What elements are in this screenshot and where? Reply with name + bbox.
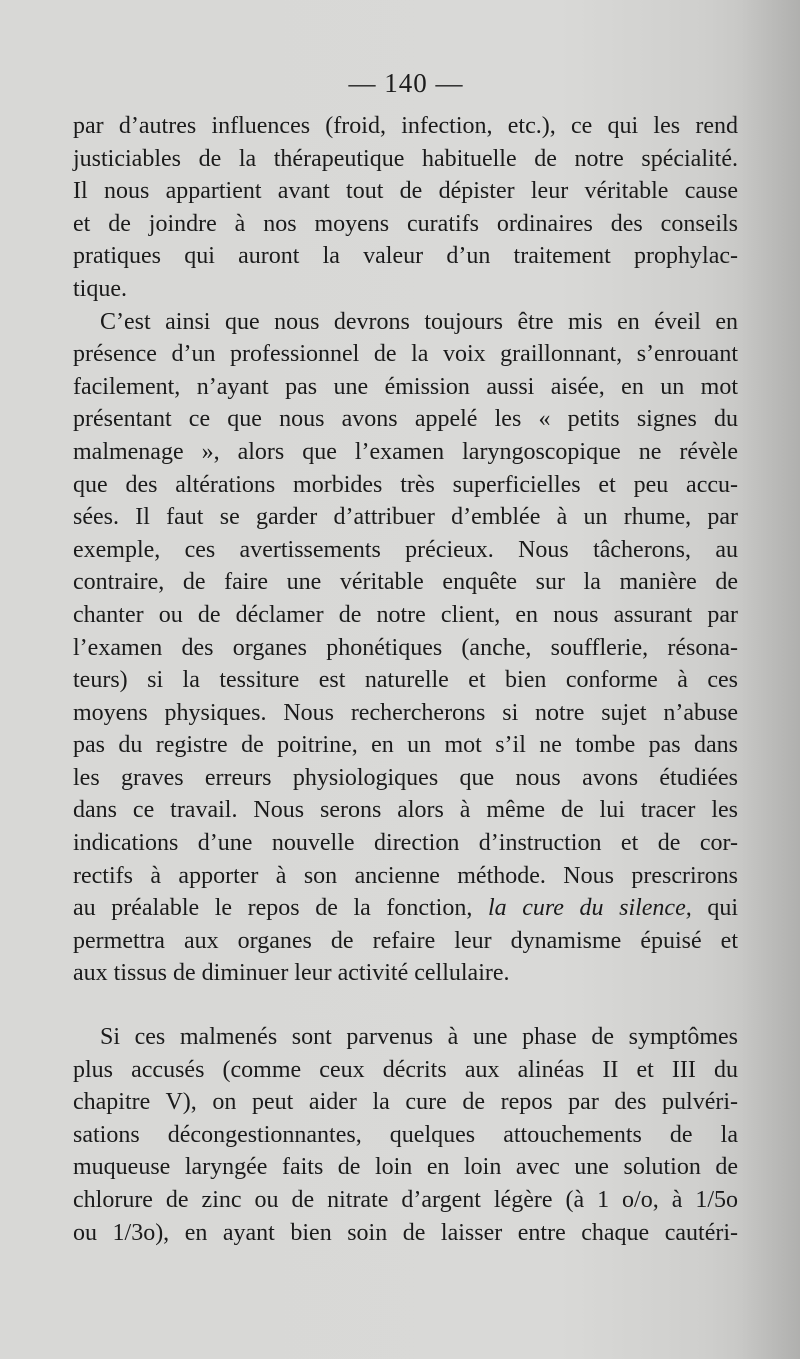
- text-line: facilement, n’ayant pas une émission aussi aisée, en un mot: [73, 373, 738, 400]
- page-number: — 140 —: [348, 68, 464, 98]
- text-line: permettra aux organes de refaire leur dynamisme épuisé et: [73, 927, 738, 954]
- text-line: pratiques qui auront la valeur d’un traitement prophylac-: [73, 243, 738, 270]
- text-line: chlorure de zinc ou de nitrate d’argent légère (à 1 o/o, à 1/5o: [73, 1187, 738, 1213]
- text-line: muqueuse laryngée faits de loin en loin avec une solution de: [73, 1154, 738, 1181]
- text-line: dans ce travail. Nous serons alors à même de lui tracer les: [73, 797, 738, 824]
- text-line: aux tissus de diminuer leur activité cellulaire.: [73, 960, 510, 987]
- text-line: sations décongestionnantes, quelques attouchements de la: [73, 1121, 738, 1148]
- italic-phrase: la cure du silence,: [487, 895, 692, 922]
- paragraph-2: [73, 306, 738, 990]
- paragraph-gap: [73, 990, 738, 1021]
- text-line: [73, 892, 738, 925]
- text-line: exemple, ces avertissements précieux. Nous tâcherons, au: [73, 536, 738, 563]
- text-line: que des altérations morbides très superficielles et peu accu-: [73, 471, 738, 498]
- text-line: Il nous appartient avant tout de dépister leur véritable cause: [73, 178, 738, 205]
- paragraph-1: [73, 110, 738, 306]
- text-line: pas du registre de poitrine, en un mot s’il ne tombe pas dans: [73, 732, 738, 759]
- text-line: moyens physiques. Nous rechercherons si notre sujet n’abuse: [73, 699, 738, 726]
- text-line: les graves erreurs physiologiques que nous avons étudiées: [73, 764, 738, 791]
- text-line: teurs) si la tessiture est naturelle et bien conforme à ces: [73, 667, 738, 694]
- body-text: [73, 110, 738, 1249]
- text-line: chanter ou de déclamer de notre client, en nous assurant par: [73, 601, 738, 628]
- text-line: présentant ce que nous avons appelé les « petits signes du: [73, 406, 738, 433]
- text-line: Si ces malmenés sont parvenus à une phase de symptômes: [100, 1024, 738, 1051]
- text-run: qui: [691, 895, 739, 922]
- text-line: chapitre V), on peut aider la cure de repos par des pulvéri-: [73, 1089, 738, 1116]
- text-line: ou 1/3o), en ayant bien soin de laisser entre chaque cautéri-: [73, 1219, 738, 1246]
- text-line: plus accusés (comme ceux décrits aux alinéas II et III du: [73, 1056, 738, 1083]
- text-line: justiciables de la thérapeutique habituelle de notre spécialité.: [73, 145, 738, 172]
- text-line: présence d’un professionnel de la voix graillonnant, s’enrouant: [73, 341, 738, 368]
- text-line: malmenage », alors que l’examen laryngoscopique ne révèle: [73, 438, 738, 465]
- text-line: tique.: [73, 275, 127, 302]
- text-line: l’examen des organes phonétiques (anche, soufflerie, résona-: [73, 634, 738, 661]
- text-line: contraire, de faire une véritable enquête sur la manière de: [73, 569, 738, 596]
- paragraph-3: [73, 1021, 738, 1249]
- text-run: au préalable le repos de la fonction,: [73, 895, 488, 922]
- text-line: C’est ainsi que nous devrons toujours être mis en éveil en: [100, 308, 738, 335]
- text-line: indications d’une nouvelle direction d’instruction et de cor-: [73, 830, 738, 857]
- text-line: sées. Il faut se garder d’attribuer d’emblée à un rhume, par: [73, 504, 738, 531]
- text-line: par d’autres influences (froid, infection, etc.), ce qui les rend: [73, 113, 738, 139]
- text-line: rectifs à apporter à son ancienne méthode. Nous prescrirons: [73, 862, 738, 889]
- text-line: et de joindre à nos moyens curatifs ordinaires des conseils: [73, 210, 738, 237]
